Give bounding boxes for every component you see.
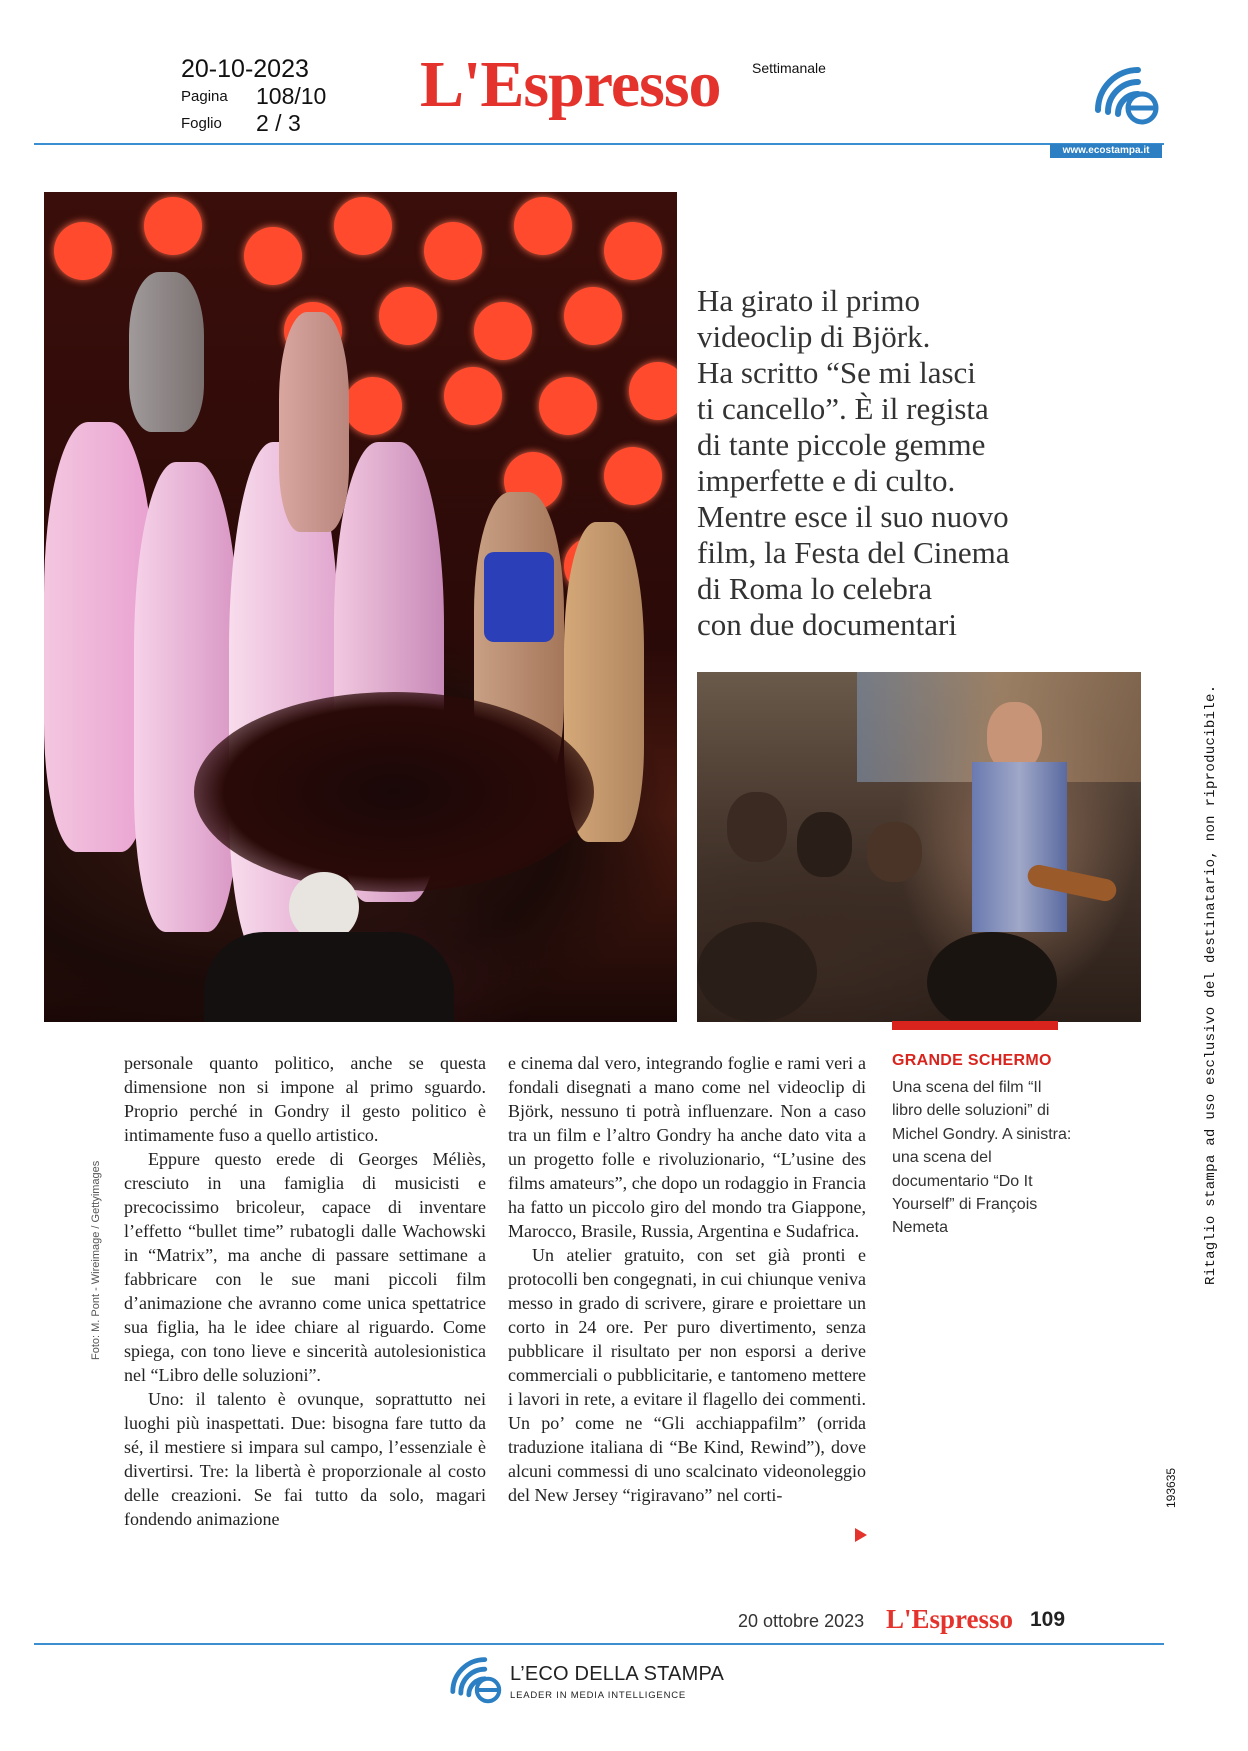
eco-della-stampa-icon bbox=[1092, 58, 1162, 128]
eco-della-stampa-tagline: LEADER IN MEDIA INTELLIGENCE bbox=[510, 1690, 687, 1701]
headline-line: con due documentari bbox=[697, 607, 957, 642]
eco-della-stampa-name: L’ECO DELLA STAMPA bbox=[510, 1663, 725, 1685]
eco-url-link[interactable]: www.ecostampa.it bbox=[1050, 144, 1162, 158]
header-rule bbox=[34, 143, 1164, 145]
clipping-notice: Ritaglio stampa ad uso esclusivo del destinatario, non riproducibile. bbox=[1203, 684, 1219, 1285]
headline-line: imperfette e di culto. bbox=[697, 463, 956, 498]
headline-line: Ha girato il primo bbox=[697, 283, 920, 318]
caption-title: GRANDE SCHERMO bbox=[892, 1052, 1052, 1069]
body-paragraph: personale quanto politico, anche se questa dimensione non si impone al primo sguardo. Proprio perché in Gondry il gesto politico è intimamente fuso a quello artistico. bbox=[124, 1053, 486, 1145]
footer-masthead: L'Espresso bbox=[886, 1604, 1014, 1634]
caption-text: Una scena del film “Il libro delle soluzioni” di Michel Gondry. A sinistra: una scena del documentario “Do It Yourself” di François Nemeta bbox=[892, 1079, 1072, 1237]
body-paragraph: Uno: il talento è ovunque, soprattutto nei luoghi più inaspettati. Due: bisogna fare tutto da sé, il mestiere si impara sul campo, l’essenziale è divertirsi. Tre: la libertà è proporzionale al costo delle creazioni. Se fai tutto da solo, magari fondendo animazione bbox=[124, 1389, 486, 1529]
masthead-logo: L'Espresso bbox=[420, 48, 721, 121]
page-number: 109 bbox=[1030, 1608, 1066, 1631]
footer-rule bbox=[34, 1643, 1164, 1645]
body-paragraph: Un atelier gratuito, con set già pronti e protocolli ben congegnati, in cui chiunque veniva messo in grado di scrivere, girare e proiettare un corto in 24 ore. Per puro divertimento, senza pubblicare il risultato per non esporsi a derive commerciali o pubblicitarie, e tantomeno mettere i lavori in rete, a evitare il flagello dei commenti. Un po’ come ne “Gli acchiappafilm” (orrida traduzione italiana di “Be Kind, Rewind”), dove alcuni commessi di uno scalcinato videonoleggio del New Jersey “rigiravano” nel corti- bbox=[508, 1245, 866, 1505]
headline-line: ti cancello”. È il regista bbox=[697, 391, 989, 426]
headline bbox=[697, 283, 1147, 643]
continue-arrow-icon bbox=[855, 1528, 867, 1542]
side-photo bbox=[697, 672, 1141, 1022]
headline-line: di Roma lo celebra bbox=[697, 571, 932, 606]
clipping-id: 193635 bbox=[1164, 1467, 1178, 1508]
clipping-date: 20-10-2023 bbox=[181, 55, 309, 83]
foglio-label: Foglio bbox=[181, 115, 222, 132]
headline-line: videoclip di Björk. bbox=[697, 319, 931, 354]
pagina-label: Pagina bbox=[181, 88, 228, 105]
eco-della-stampa-footer-icon bbox=[448, 1650, 504, 1706]
headline-line: film, la Festa del Cinema bbox=[697, 535, 1010, 570]
body-column-2 bbox=[508, 1051, 866, 1507]
foglio-value: 2 / 3 bbox=[256, 110, 301, 136]
photo-credit: Foto: M. Pont - Wireimage / Gettyimages bbox=[90, 1160, 102, 1360]
main-photo bbox=[44, 192, 677, 1022]
pagina-value: 108/10 bbox=[256, 83, 327, 109]
body-paragraph: Eppure questo erede di Georges Méliès, cresciuto in una famiglia di musicisti e precocissimo bricoleur, capace di inventare l’effetto “bullet time” rubatogli dalle Wachowski in “Matrix”, ma anche di passare settimane a fabbricare con le sue mani piccoli film d’animazione che avranno come unica spettatrice sua figlia, ha le idee chiare al riguardo. Come spiega, con tono lieve e sincerità autolesionistica nel “Libro delle soluzioni”. bbox=[124, 1149, 486, 1385]
headline-line: Ha scritto “Se mi lasci bbox=[697, 355, 976, 390]
publication-frequency: Settimanale bbox=[752, 60, 826, 76]
headline-line: di tante piccole gemme bbox=[697, 427, 986, 462]
footer-date: 20 ottobre 2023 bbox=[738, 1611, 865, 1631]
headline-line: Mentre esce il suo nuovo bbox=[697, 499, 1009, 534]
body-column-1 bbox=[124, 1051, 486, 1531]
body-paragraph: e cinema dal vero, integrando foglie e rami veri a fondali disegnati a mano come nel videoclip di Björk, nessuno ti potrà influenzare. Non a caso tra un film e l’altro Gondry ha anche dato vita a un progetto folle e rivoluzionario, “L’usine des films amateurs”, che dopo un rodaggio in Francia ha fatto un piccolo giro del mondo tra Giappone, Marocco, Brasile, Russia, Argentina e Sudafrica. bbox=[508, 1053, 866, 1241]
caption-red-bar bbox=[892, 1021, 1058, 1030]
